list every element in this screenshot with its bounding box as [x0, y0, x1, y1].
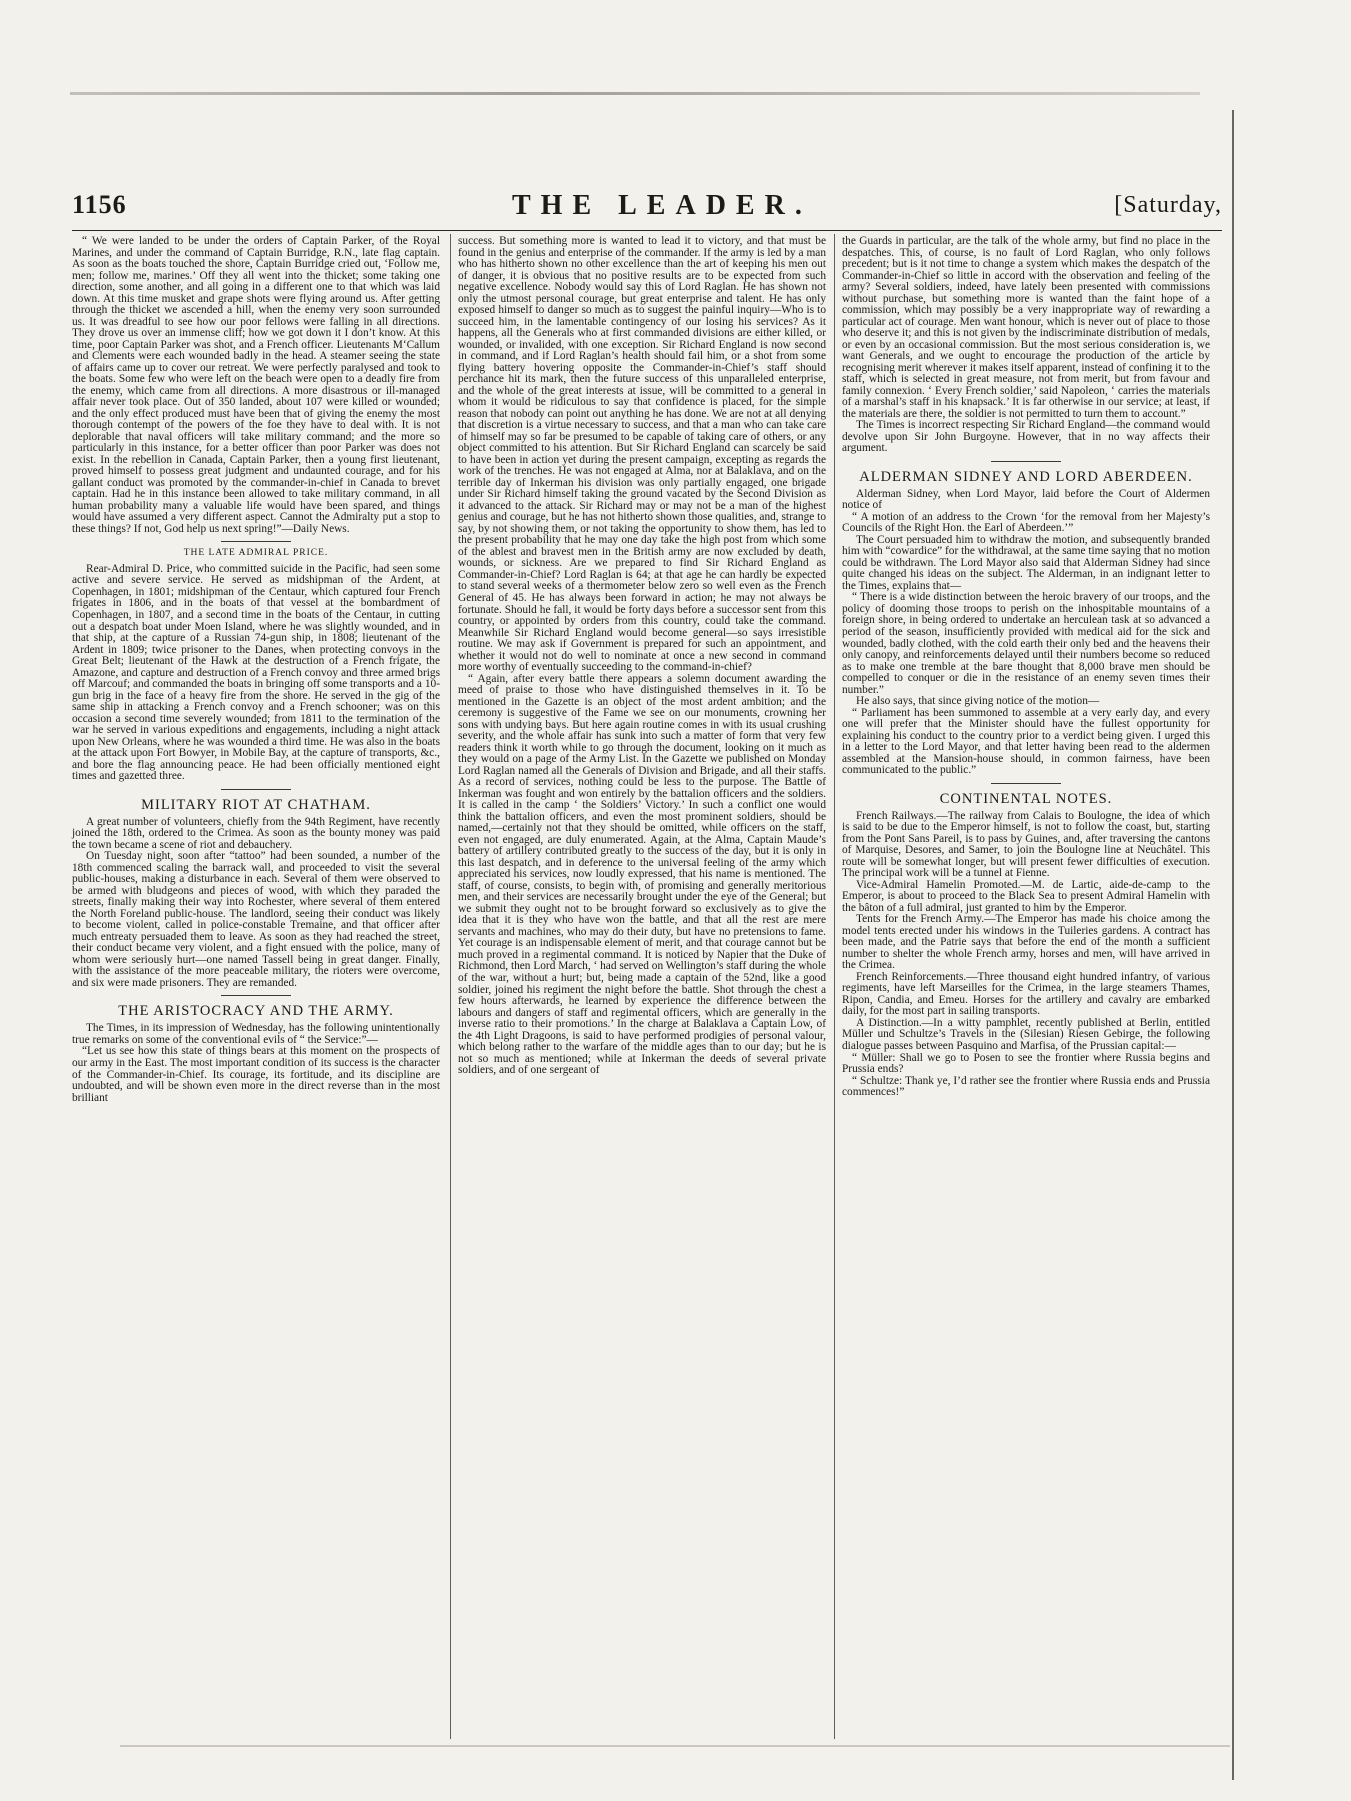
heading-military-riot: MILITARY RIOT AT CHATHAM.: [141, 796, 371, 813]
alderman-text-1: Alderman Sidney, when Lord Mayor, laid before the Court of Aldermen notice of: [842, 487, 1210, 512]
note-reinforcements: French Reinforcements.—Three thousand eight hundred infantry, of various regiments, have left Marseilles for the Crimea, in the large steamers Thames, Ripon, Candia, and Emeu. Horses for the artillery and cavalry are embarked daily, for the most part in sailing transports.: [842, 970, 1210, 1018]
riot-text-1: A great number of volunteers, chiefly from the 94th Regiment, have recently joined the 18th, ordered to the Crimea. As soon as the bounty money was paid the town became a scene of riot and debauchery.: [72, 815, 440, 851]
section-rule: [991, 461, 1061, 462]
newspaper-title: THE LEADER.: [512, 190, 812, 221]
note-french-railways: French Railways.—The railway from Calais to Boulogne, the idea of which is said to be due to the Emperor himself, is not to follow the coast, but, starting from the Pont Sans Pareil, is to pass by Guines, and, after traversing the cantons of Marquise, Desores, and Samer, to join the Boulogne line at Neuchâtel. This route will be somewhat longer, but will present fewer difficulties of execution. The principal work will be a tunnel at Fienne.: [842, 809, 1210, 880]
aristocracy-text-1: The Times, in its impression of Wednesday, has the following unintentionally true remarks on some of the conventional evils of “ the Service:”—: [72, 1022, 440, 1046]
alderman-quote-1: “ A motion of an address to the Crown ‘for the removal from her Majesty’s Councils of the Right Hon. the Earl of Aberdeen.’”: [842, 510, 1210, 535]
column-2: [458, 236, 826, 1077]
alderman-quote-3: “ Parliament has been summoned to assemble at a very early day, and every one will prefer that the Minister should have the fullest opportunity for explaining his conduct to the country prior to a verdict being given. I urged this in a letter to the Lord Mayor, and that letter having been read to the aldermen assembled at the Mansion-house should, in common fairness, have been communicated to the public.”: [842, 706, 1210, 777]
note-distinction: A Distinction.—In a witty pamphlet, recently published at Berlin, entitled Müller und Schultze’s Travels in the (Silesian) Riesen Gebirge, the following dialogue passes between Pasquino and Marfisa, of the Prussian capital:—: [842, 1016, 1210, 1052]
times-quote-continued: success. But something more is wanted to lead it to victory, and that must be found in the genius and enterprise of the commander. If the army is led by a man who has hitherto shown no other excellence than the art of keeping his men out of danger, it is obvious that no positive results are to be expected from such negative excellence. Nobody would say this of Lord Raglan. He has shown not only the utmost personal courage, but great enterprise and talent. He has only exposed himself to danger so much as to suggest the painful inquiry—Who is to succeed him, in the lamentable contingency of our losing his services? As it happens, all the Generals who at first commanded divisions are either killed, or wounded, or invalided, with one exception. Sir Richard England is now second in command, and if Lord Raglan’s health should fail him, or a shot from some flying battery hovering opposite the Commander-in-Chief’s staff should perchance hit its mark, then the future success of this unparalleled enterprise, and the whole of the great interests at issue, will be committed to a general in whom it would be ridiculous to say that confidence is placed, for the simple reason that nobody can point out anything he has done. We are not at all denying that discretion is a virtue necessary to success, and that a man who can take care of himself may so far be presumed to be capable of taking care of others, or any object committed to his attention. But Sir Richard England can scarcely be said to have been in action yet during the present campaign, excepting as regards the work of the trenches. He was not engaged at Alma, nor at Balaklava, and on the terrible day of Inkerman his division was only partially engaged, one brigade under Sir Richard himself taking the ground vacated by the Second Division as it advanced to the attack. Sir Richard may or may not be a man of the highest genius and courage, but he has not hitherto shown those qualities, and, strange to say, by not showing them, or not taking the opportunity to show them, has led to the present probability that he may one day take the high post from which some of the ablest and bravest men in the British army are now excluded by death, wounds, or sickness. Are we prepared to find Sir Richard England as Commander-in-Chief? Lord Raglan is 64; at that age he can hardly be expected to stand several weeks of a thermometer below zero so well even as the French General of 45. He has always been forward in action; he may not always be fortunate. Should he fall, it would be forty days before a successor sent from this country, or appointed by orders from this country, could take the command. Meanwhile Sir Richard England would become general—so says irresistible routine. We may ask if Government is prepared for such an appointment, and whether it would not do well to nominate at once a new second in command more worthy of eventually succeeding to the command-in-chief?: [458, 235, 826, 674]
masthead: [72, 190, 1222, 226]
section-rule: [221, 541, 291, 542]
heading-continental-notes: CONTINENTAL NOTES.: [939, 790, 1113, 807]
alderman-text-3: He also says, that since giving notice of the motion—: [856, 695, 1100, 708]
times-quote-end: the Guards in particular, are the talk of the whole army, but find no place in the despatches. This, of course, is no fault of Lord Raglan, who only follows precedent; but is it not time to change a system which makes the despatch of the Commander-in-Chief so little in accord with the observation and feeling of the army? Several soldiers, indeed, have lately been presented with commissions without purchase, but something more is wanted than the faint hope of a commission, which may possibly be a very inappropriate way of rewarding a particular act of courage. Men want honour, which is never out of place to those who deserve it; and this is not given by the indiscriminate distribution of medals, or even by an occasional commission. But the most serious consideration is, we want Generals, and we ought to encourage the production of the article by recognising merit wherever it makes itself apparent, instead of confining it to the staff, which is selected in great measure, not from merit, but from favour and family connexion. ‘ Every French soldier,’ said Napoleon, ‘ carries the materials of a marshal’s staff in his knapsack.’ It is far otherwise in our service; at least, if the materials are there, the soldier is not permitted to turn them to account.”: [842, 235, 1210, 420]
section-rule: [221, 995, 291, 996]
admiral-price-text: Rear-Admiral D. Price, who committed suicide in the Pacific, had seen some active and severe service. He served as midshipman of the Ardent, at Copenhagen, in 1801; midshipman of the Centaur, which captured four French frigates in 1806, and in the boats of that vessel at the bombardment of Copenhagen, in 1807, and a second time in the boats of the Centaur, in cutting out a despatch boat under Moen Island, where he was slightly wounded, and in that ship, at the capture of a Russian 74-gun ship, in 1808; lieutenant of the Ardent in 1809; twice prisoner to the Danes, when protecting convoys in the Great Belt; lieutenant of the Hawk at the destruction of a French frigate, the Amazone, and capture and destruction of a French convoy and three armed brigs off Marcouf; and commanded the boats in bringing off some transports and a 10-gun brig in the face of a heavy fire from the shore. He served in the gig of the same ship in attacking a French convoy and a French schooner; was on this occasion a second time severely wounded; from 1811 to the termination of the war he served in various expeditions and engagements, including a night attack upon New Orleans, where he was wounded a third time. He was also in the boats at the attack upon Fort Bowyer, in Mobile Bay, at the capture of transports, &c., and bore the flag announcing peace. He had been officially mentioned eight times and gazetted three.: [72, 562, 440, 783]
scan-artifact-top: [70, 92, 1200, 95]
times-quote-gazette: “ Again, after every battle there appears a solemn document awarding the meed of praise to those who have distinguished themselves in it. To be mentioned in the Gazette is an object of the most ardent ambition; and the ceremony is suggestive of the Fame we see on our monuments, crowning her sons with undying bays. But here again routine comes in with its usual crushing severity, and the whole affair has sunk into such a matter of form that very few readers think it worth while to go through the document, looking on it much as they would on a page of the Army List. In the Gazette we published on Monday Lord Raglan named all the Generals of Division and Brigade, and all their staffs. As a record of services, nothing could be less to the purpose. The Battle of Inkerman was fought and won entirely by the battalion officers and the soldiers. It is called in the camp ‘ the Soldiers’ Victory.’ In such a conflict one would think the battalion officers, and even the most prominent soldiers, should be named,—certainly not that they should be omitted, while officers on the staff, even not engaged, are duly enumerated. Again, at the Alma, Captain Maude’s battery of artillery contributed greatly to the success of the day, but it is only in this last despatch, and in deference to the universal feeling of the army which appreciated his services, now loudly expressed, that his name is mentioned. The staff, of course, consists, to begin with, of promising and generally meritorious men, and their services are necessarily brought under the eye of the General; but we submit they ought not to be brought forward so exclusively as to give the idea that it is they who have won the battle, and that all the rest are mere servants and machines, who may do their duty, but have no pretensions to fame. Yet courage is an indispensable element of merit, and that courage cannot but be much proved in a regimental command. It is noticed by Napier that the Duke of Richmond, then Lord March, ‘ had served on Wellington’s staff during the whole of the war, without a hurt; but, being made a captain of the 52nd, like a good soldier, joined his regiment the night before the battle. Shot through the chest a few hours afterwards, he learned by experience the difference between the labours and dangers of staff and regimental officers, which are generally in the inverse ratio to their promotions.’ In the charge at Balaklava a Captain Low, of the 4th Light Dragoons, is said to have performed prodigies of personal valour, which belong rather to the warfare of the middle ages than to our day; but he is not so much as mentioned; while at Inkerman the deeds of several private soldiers, and of one sergeant of: [458, 672, 826, 1077]
page-edge-line: [1232, 110, 1234, 1780]
heading-aristocracy-army: THE ARISTOCRACY AND THE ARMY.: [118, 1003, 394, 1020]
page-number: 1156: [72, 190, 127, 219]
aristocracy-quote-1: “Let us see how this state of things bears at this moment on the prospects of our army in the East. The most important condition of its success is the character of the Commander-in-Chief. Its courage, its fortitude, and its discipline are undoubted, and will be shown even more in the direct reverse than in the most brilliant: [72, 1045, 440, 1104]
column-rule-1: [450, 234, 451, 1739]
heading-admiral-price: THE LATE ADMIRAL PRICE.: [183, 548, 329, 559]
marines-letter-text: “ We were landed to be under the orders of Captain Parker, of the Royal Marines, and under the command of Captain Burridge, R.N., late flag captain. As soon as the boats touched the shore, Captain Burridge cried out, ‘Follow me, men; follow me, marines.’ Off they all went into the thicket; some taking one direction, some another, and all going in a different one to that which was laid down. At this time musket and grape shots were flying around us. After getting through the thicket we ascended a hill, when the enemy very soon surrounded us. It was dreadful to see how our poor fellows were falling in all directions. They drove us over an immense cliff; how we got down it I don’t know. At this time, poor Captain Parker was shot, and a French officer. Lieutenants M‘Callum and Clements were each wounded badly in the head. A steamer seeing the state of affairs came up to cover our retreat. We were perfectly paralysed and took to the boats. Some few who were left on the beach were open to a deadly fire from the enemy, which came from all directions. A more disastrous or ill-managed affair never took place. Out of 350 landed, about 107 were killed or wounded; and the only effect produced must have been that of giving the enemy the most thorough contempt of the powers of the foe they have to deal with. It is not deplorable that naval officers will take military command; and the more so particularly in this instance, for a better officer than poor Parker was does not exist. In the rebellion in Canada, Captain Parker, then a young first lieutenant, proved himself to possess great judgment and undaunted courage, and for his gallant conduct was promoted by the commander-in-chief in Canada to brevet captain. Had he in this instance been allowed to take military command, in all human probability many a valuable life would have been spared, and things would have assumed a very different aspect. Cannot the Admiralty put a stop to these things? If not, God help us next spring!”—Daily News.: [72, 235, 440, 535]
section-rule: [991, 783, 1061, 784]
section-rule: [221, 789, 291, 790]
note-hamelin-promoted: Vice-Admiral Hamelin Promoted.—M. de Lartic, aide-de-camp to the Emperor, is about to proceed to the Black Sea to present Admiral Hamelin with the bâton of a full admiral, just granted to him by the Emperor.: [842, 878, 1210, 914]
issue-day: [Saturday,: [1114, 192, 1222, 218]
column-1: [72, 236, 440, 1104]
scan-artifact-bottom: [120, 1745, 1230, 1747]
column-3: [842, 236, 1210, 1099]
alderman-quote-2: “ There is a wide distinction between the heroic bravery of our troops, and the policy of dooming those troops to perish on the inhospitable mountains of a foreign shore, in being ordered to undertake an herculean task at so advanced a period of the season, insufficiently provided with medical aid for the sick and wounded, badly clothed, with the cold earth their only bed and the heavens their only canopy, and reinforcements delayed until their numbers become so reduced as to make one tremble at the bare thought that 8,000 brave men should be compelled to conquer or die in the resistance of an enemy seven times their number.”: [842, 591, 1210, 696]
alderman-text-2: The Court persuaded him to withdraw the motion, and subsequently branded him with “cowardice” for the withdrawal, at the same time saying that no motion could be withdrawn. The Lord Mayor also said that Alderman Sidney had since quite changed his ideas on the subject. The Alderman, in an indignant letter to the Times, explains that—: [842, 533, 1210, 592]
dialogue-muller: “ Müller: Shall we go to Posen to see the frontier where Russia begins and Prussia ends?: [842, 1051, 1210, 1076]
riot-text-2: On Tuesday night, soon after “tattoo” had been sounded, a number of the 18th commenced scaling the barrack wall, and proceeded to visit the several public-houses, making a disturbance in each. Several of them were observed to be armed with bludgeons and pieces of wood, with which they paraded the streets, finally making their way into Rochester, where several of them entered the North Foreland public-house. The landlord, seeing their conduct was likely to become violent, called in police-constable Tremaine, and that officer after much entreaty persuaded them to leave. As soon as they had reached the street, their conduct became very violent, and a fight ensued with the police, many of whom were seriously hurt—one named Tassell being in great danger. Finally, with the assistance of the more peaceable military, the rioters were overcome, and six were made prisoners. They are remanded.: [72, 850, 440, 989]
column-rule-2: [834, 234, 835, 1739]
dialogue-schultze: “ Schultze: Thank ye, I’d rather see the frontier where Russia ends and Prussia commences!”: [842, 1074, 1210, 1099]
masthead-rule: [72, 230, 1222, 231]
heading-alderman-sidney: ALDERMAN SIDNEY AND LORD ABERDEEN.: [859, 468, 1193, 485]
times-correction: The Times is incorrect respecting Sir Richard England—the command would devolve upon Sir John Burgoyne. However, that in no way affects their argument.: [842, 419, 1210, 455]
note-tents: Tents for the French Army.—The Emperor has made his choice among the model tents erected under his windows in the Tuileries gardens. A contract has been made, and the Patrie says that before the end of the month a sufficient number to shelter the whole French army, horses and men, will have arrived in the Crimea.: [842, 913, 1210, 972]
